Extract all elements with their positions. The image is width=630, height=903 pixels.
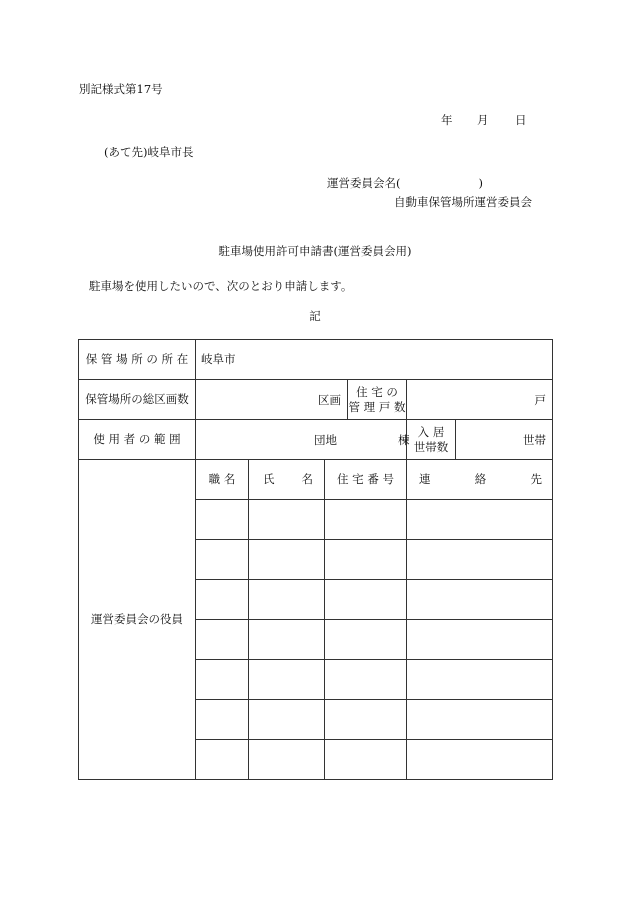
officer-position-cell[interactable] bbox=[196, 620, 249, 660]
scope-label: 使 用 者 の 範 囲 bbox=[79, 420, 196, 460]
col-name-part1: 氏 bbox=[263, 472, 275, 487]
building-unit: 棟 bbox=[398, 432, 410, 447]
officer-room-cell[interactable] bbox=[325, 740, 407, 780]
col-contact-part2: 絡 bbox=[474, 472, 487, 487]
residents-label bbox=[407, 420, 456, 460]
officer-contact-cell[interactable] bbox=[407, 500, 553, 540]
residents-label-line2: 世帯数 bbox=[413, 439, 449, 454]
addressee: (あて先)岐阜市長 bbox=[104, 145, 194, 159]
col-name-part2: 名 bbox=[301, 472, 313, 487]
location-label: 保 管 場 所 の 所 在 bbox=[79, 340, 196, 380]
col-room-header: 住 宅 番 号 bbox=[325, 460, 407, 500]
officer-room-cell[interactable] bbox=[325, 580, 407, 620]
officer-room-cell[interactable] bbox=[325, 620, 407, 660]
scope-row bbox=[79, 420, 553, 460]
col-contact-part3: 先 bbox=[530, 472, 542, 487]
total-sections-label: 保管場所の総区画数 bbox=[79, 380, 196, 420]
officer-name-cell[interactable] bbox=[249, 540, 325, 580]
officer-position-cell[interactable] bbox=[196, 660, 249, 700]
ki-heading: 記 bbox=[309, 309, 321, 323]
col-contact-header bbox=[407, 460, 553, 500]
location-value: 岐阜市 bbox=[196, 340, 553, 380]
housing-units-cell bbox=[407, 380, 553, 420]
location-row bbox=[79, 340, 553, 380]
intro-text: 駐車場を使用したいので、次のとおり申請します。 bbox=[89, 279, 353, 293]
officer-contact-cell[interactable] bbox=[407, 580, 553, 620]
organization-name: 自動車保管場所運営委員会 bbox=[394, 195, 532, 209]
officer-position-cell[interactable] bbox=[196, 700, 249, 740]
officers-label: 運営委員会の役員 bbox=[79, 460, 196, 780]
date-month-label: 月 bbox=[477, 113, 489, 127]
col-name-header bbox=[249, 460, 325, 500]
scope-cell bbox=[196, 420, 410, 460]
date-year-label: 年 bbox=[441, 113, 453, 127]
committee-name-label: 運営委員会名( bbox=[327, 176, 401, 190]
officer-name-cell[interactable] bbox=[249, 700, 325, 740]
application-table bbox=[78, 339, 553, 780]
col-position-header: 職 名 bbox=[196, 460, 249, 500]
officer-name-cell[interactable] bbox=[249, 660, 325, 700]
officer-position-cell[interactable] bbox=[196, 500, 249, 540]
officer-position-cell[interactable] bbox=[196, 580, 249, 620]
residents-label-line1: 入 居 bbox=[417, 425, 445, 440]
officer-room-cell[interactable] bbox=[325, 660, 407, 700]
officer-room-cell[interactable] bbox=[325, 540, 407, 580]
document-title: 駐車場使用許可申請書(運営委員会用) bbox=[218, 244, 412, 258]
committee-name-close: ) bbox=[478, 176, 483, 190]
sections-unit: 区画 bbox=[318, 392, 341, 407]
officer-contact-cell[interactable] bbox=[407, 740, 553, 780]
housing-units-label bbox=[348, 380, 407, 420]
officer-room-cell[interactable] bbox=[325, 700, 407, 740]
officer-name-cell[interactable] bbox=[249, 500, 325, 540]
households-unit: 世帯 bbox=[523, 432, 546, 447]
form-number: 別記様式第17号 bbox=[79, 82, 163, 96]
officer-name-cell[interactable] bbox=[249, 740, 325, 780]
officer-name-cell[interactable] bbox=[249, 620, 325, 660]
date-day-label: 日 bbox=[515, 113, 527, 127]
officers-header-row bbox=[79, 460, 553, 500]
officer-contact-cell[interactable] bbox=[407, 660, 553, 700]
housing-unit: 戸 bbox=[534, 392, 546, 407]
sections-row bbox=[79, 380, 553, 420]
officer-position-cell[interactable] bbox=[196, 740, 249, 780]
households-cell bbox=[456, 420, 553, 460]
officer-position-cell[interactable] bbox=[196, 540, 249, 580]
col-contact-part1: 連 bbox=[419, 472, 431, 487]
officer-contact-cell[interactable] bbox=[407, 620, 553, 660]
officer-name-cell[interactable] bbox=[249, 580, 325, 620]
date-line bbox=[441, 115, 527, 127]
housing-label-line1: 住 宅 の bbox=[356, 385, 398, 400]
officer-contact-cell[interactable] bbox=[407, 540, 553, 580]
officer-room-cell[interactable] bbox=[325, 500, 407, 540]
committee-name-line bbox=[327, 178, 483, 190]
total-sections-cell bbox=[196, 380, 348, 420]
housing-label-line2: 管 理 戸 数 bbox=[348, 399, 406, 414]
officer-contact-cell[interactable] bbox=[407, 700, 553, 740]
danchi-unit: 団地 bbox=[314, 432, 337, 447]
